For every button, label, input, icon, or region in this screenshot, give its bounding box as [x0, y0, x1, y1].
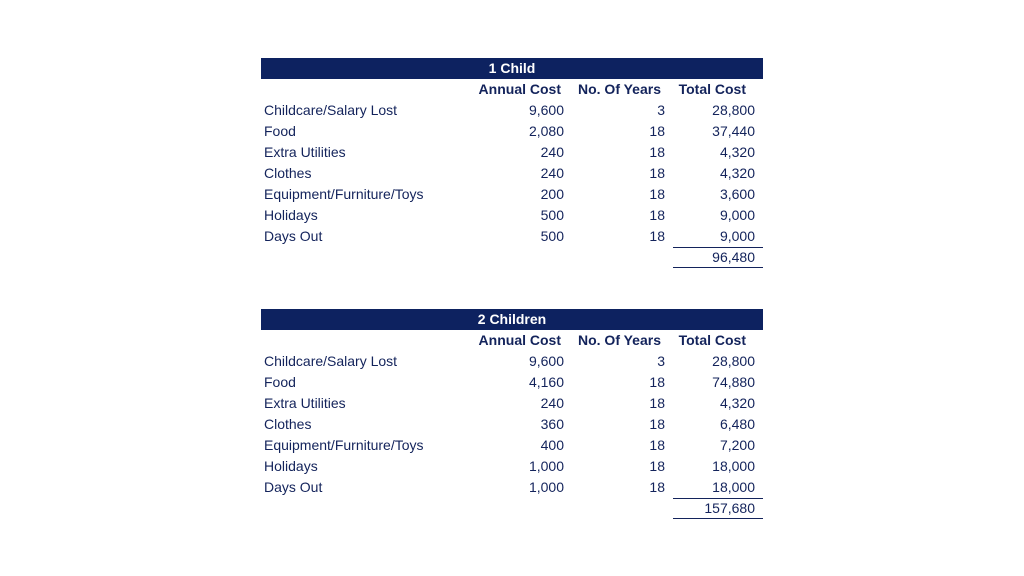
total-cost-cell: 74,880: [712, 374, 755, 390]
annual-cost-cell: 240: [540, 395, 564, 411]
table-title: 2 Children: [261, 309, 763, 330]
years-cell: 18: [649, 186, 665, 202]
table-row: [261, 393, 763, 414]
annual-cost-cell: 200: [540, 186, 564, 202]
annual-cost-cell: 360: [540, 416, 564, 432]
header-total-cost: Total Cost: [678, 81, 746, 97]
total-cost-cell: 37,440: [712, 123, 755, 139]
row-label: Clothes: [264, 165, 312, 181]
annual-cost-cell: 9,600: [528, 102, 564, 118]
header-annual-cost: Annual Cost: [478, 81, 561, 97]
annual-cost-cell: 1,000: [528, 458, 564, 474]
annual-cost-cell: 1,000: [528, 479, 564, 495]
total-cost-cell: 9,000: [719, 228, 755, 244]
annual-cost-cell: 9,600: [528, 353, 564, 369]
row-label: Food: [264, 374, 296, 390]
header-no-of-years: No. Of Years: [577, 332, 661, 348]
row-label: Days Out: [264, 228, 323, 244]
years-cell: 18: [649, 479, 665, 495]
years-cell: 18: [649, 207, 665, 223]
annual-cost-cell: 240: [540, 165, 564, 181]
total-cost-cell: 4,320: [719, 165, 755, 181]
total-cost-cell: 28,800: [712, 353, 755, 369]
annual-cost-cell: 2,080: [528, 123, 564, 139]
column-header-row: [261, 330, 763, 351]
years-cell: 18: [649, 374, 665, 390]
table-row: [261, 121, 763, 142]
table-row: [261, 351, 763, 372]
years-cell: 18: [649, 144, 665, 160]
years-cell: 18: [649, 437, 665, 453]
total-cost-cell: 3,600: [719, 186, 755, 202]
years-cell: 18: [649, 228, 665, 244]
row-label: Childcare/Salary Lost: [264, 353, 398, 369]
table-row: [261, 142, 763, 163]
header-no-of-years: No. Of Years: [577, 81, 661, 97]
years-cell: 18: [649, 165, 665, 181]
grand-total-value: 96,480: [712, 249, 755, 265]
column-header-row: [261, 79, 763, 100]
row-label: Holidays: [264, 458, 318, 474]
years-cell: 18: [649, 458, 665, 474]
cost-table-1-child: [261, 58, 763, 268]
total-cost-cell: 18,000: [712, 458, 755, 474]
table-row: [261, 372, 763, 393]
row-label: Holidays: [264, 207, 318, 223]
total-cost-cell: 7,200: [719, 437, 755, 453]
cost-table-2-children: [261, 309, 763, 519]
row-label: Days Out: [264, 479, 323, 495]
table-row: [261, 163, 763, 184]
grand-total-value: 157,680: [704, 500, 755, 516]
total-cost-cell: 18,000: [712, 479, 755, 495]
total-cost-cell: 9,000: [719, 207, 755, 223]
grand-total-row: [261, 247, 763, 268]
annual-cost-cell: 500: [540, 207, 564, 223]
years-cell: 3: [657, 353, 665, 369]
annual-cost-cell: 240: [540, 144, 564, 160]
years-cell: 3: [657, 102, 665, 118]
header-total-cost: Total Cost: [678, 332, 746, 348]
annual-cost-cell: 400: [540, 437, 564, 453]
row-label: Equipment/Furniture/Toys: [264, 437, 424, 453]
row-label: Clothes: [264, 416, 312, 432]
row-label: Extra Utilities: [264, 144, 346, 160]
row-label: Food: [264, 123, 296, 139]
total-cost-cell: 4,320: [719, 395, 755, 411]
table-row: [261, 226, 763, 247]
table-row: [261, 435, 763, 456]
row-label: Childcare/Salary Lost: [264, 102, 398, 118]
table-title: 1 Child: [261, 58, 763, 79]
total-cost-cell: 28,800: [712, 102, 755, 118]
table-row: [261, 456, 763, 477]
total-cost-cell: 6,480: [719, 416, 755, 432]
annual-cost-cell: 4,160: [528, 374, 564, 390]
row-label: Equipment/Furniture/Toys: [264, 186, 424, 202]
grand-total-row: [261, 498, 763, 519]
table-row: [261, 205, 763, 226]
total-bottom-rule: [673, 518, 763, 519]
table-row: [261, 100, 763, 121]
total-cost-cell: 4,320: [719, 144, 755, 160]
table-row: [261, 414, 763, 435]
header-annual-cost: Annual Cost: [478, 332, 561, 348]
row-label: Extra Utilities: [264, 395, 346, 411]
years-cell: 18: [649, 123, 665, 139]
years-cell: 18: [649, 395, 665, 411]
annual-cost-cell: 500: [540, 228, 564, 244]
table-row: [261, 184, 763, 205]
total-bottom-rule: [673, 267, 763, 268]
years-cell: 18: [649, 416, 665, 432]
table-row: [261, 477, 763, 498]
